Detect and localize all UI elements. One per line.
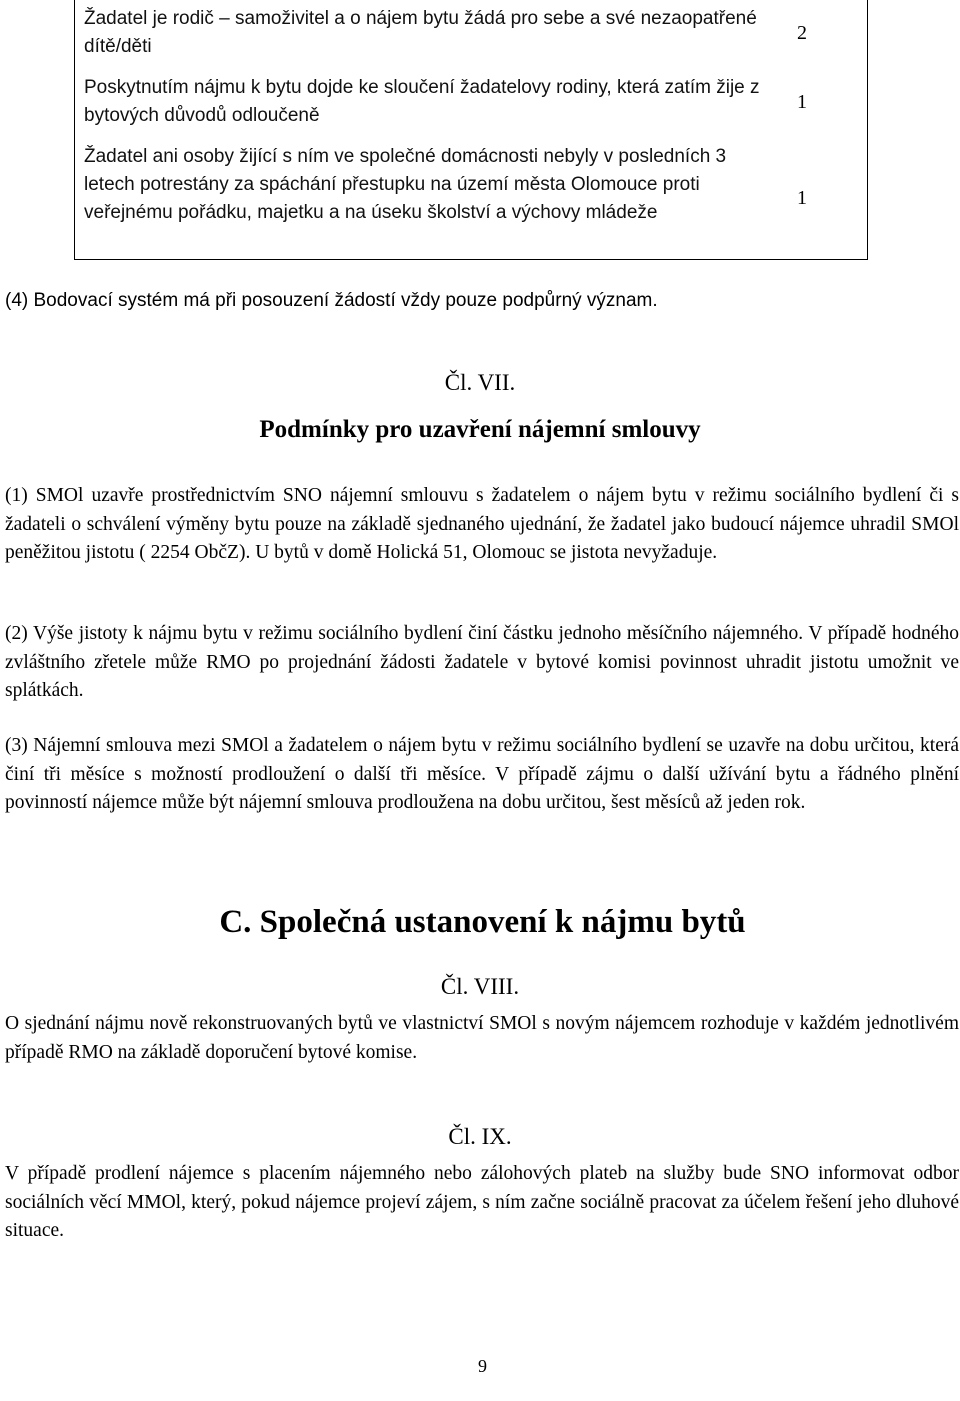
section-c-title: C. Společná ustanovení k nájmu bytů xyxy=(219,904,746,940)
criterion-points: 1 xyxy=(797,187,807,209)
criterion-points: 2 xyxy=(797,22,807,44)
article-vii-paragraph-2: (2) Výše jistoty k nájmu bytu v režimu sociálního bydlení činí částku jednoho měsíčního nájemného. V případě hodného zvláštního zřetele může RMO po projednání žádosti žadatele v bytové komisi povinnost uhradit jistotu umožnit ve splátkách. xyxy=(5,623,959,701)
article-ix-number: Čl. IX. xyxy=(448,1124,512,1149)
criterion-text: Žadatel ani osoby žijící s ním ve společné domácnosti nebyly v posledních 3 letech potrestány za spáchání přestupku na území města Olomouce proti veřejnému pořádku, majetku a na úseku školství a výchovy mládeže xyxy=(84,146,727,223)
article-ix-paragraph: V případě prodlení nájemce s placením nájemného nebo zálohových plateb na služby bude SNO informovat odbor sociálních věcí MMOl, který, pokud nájemce projeví zájem, s ním začne sociálně pracovat za účelem řešení jeho dluhové situace. xyxy=(5,1163,959,1241)
article-vii-title: Podmínky pro uzavření nájemní smlouvy xyxy=(259,416,701,443)
criteria-table xyxy=(74,0,868,260)
page-number: 9 xyxy=(478,1356,487,1376)
scoring-note: (4) Bodovací systém má při posouzení žádostí vždy pouze podpůrný význam. xyxy=(5,290,658,311)
article-viii-paragraph: O sjednání nájmu nově rekonstruovaných bytů ve vlastnictví SMOl s novým nájemcem rozhoduje v každém jednotlivém případě RMO na základě doporučení bytové komise. xyxy=(5,1013,959,1063)
article-vii-paragraph-1: (1) SMOl uzavře prostřednictvím SNO nájemní smlouvu s žadatelem o nájem bytu v režimu sociálního bydlení či s žadateli o schválení výměny bytu pouze na základě sjednaného ujednání, že žadatel jako budoucí nájemce uhradil SMOl peněžitou jistotu ( 2254 ObčZ). U bytů v domě Holická 51, Olomouc se jistota nevyžaduje. xyxy=(5,485,959,563)
criterion-points: 1 xyxy=(797,91,807,113)
article-viii-number: Čl. VIII. xyxy=(440,974,520,999)
article-vii-paragraph-3: (3) Nájemní smlouva mezi SMOl a žadatelem o nájem bytu v režimu sociálního bydlení se uzavře na dobu určitou, která činí tři měsíce s možností prodloužení o další tři měsíce. V případě zájmu o další užívání bytu a řádného plnění povinností nájemce může být nájemní smlouva prodloužena na dobu určitou, šest měsíců až jeden rok. xyxy=(5,735,959,813)
criterion-text: Žadatel je rodič – samoživitel a o nájem bytu žádá pro sebe a své nezaopatřené dítě/děti xyxy=(84,8,757,57)
article-vii-number: Čl. VII. xyxy=(444,370,516,395)
criterion-text: Poskytnutím nájmu k bytu dojde ke sloučení žadatelovy rodiny, která zatím žije z bytových důvodů odloučeně xyxy=(84,77,760,126)
